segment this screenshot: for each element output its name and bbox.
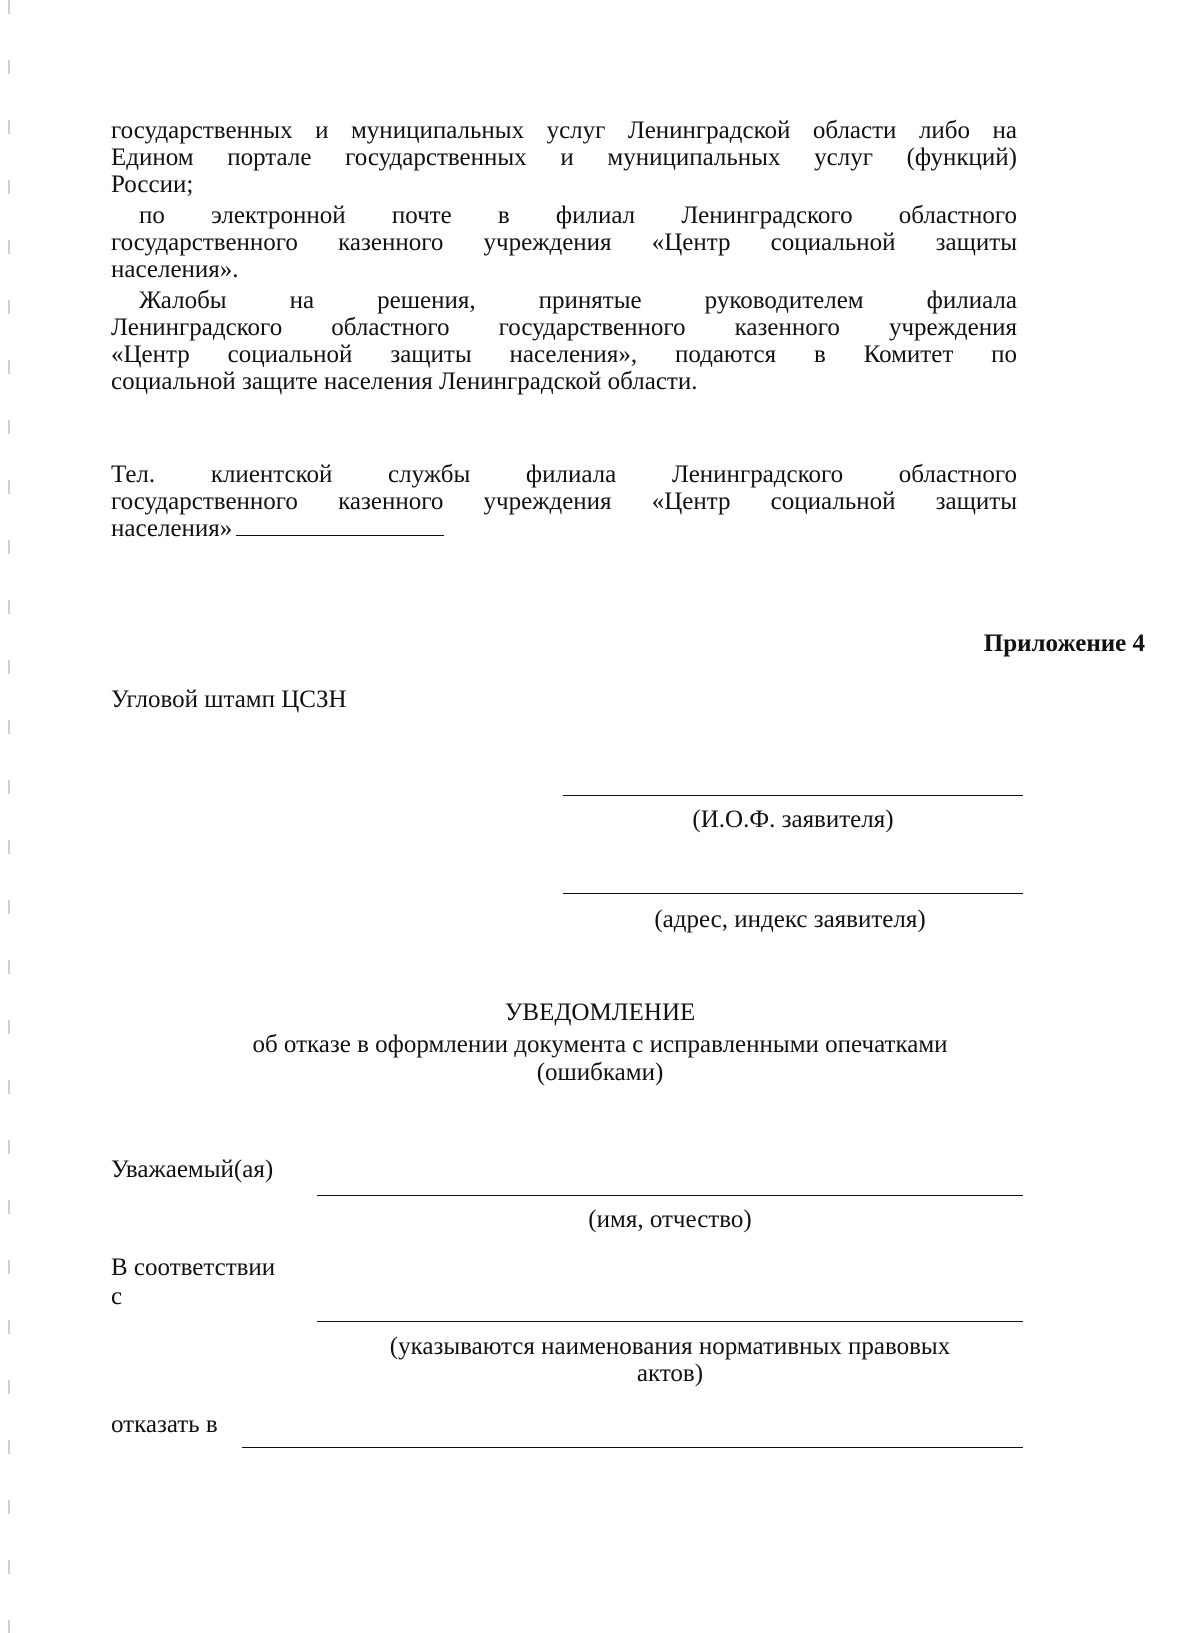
paragraph-3-line-1: Жалобы на решения, принятые руководителем филиала bbox=[139, 287, 1017, 314]
accordance-caption-line-2: актов) bbox=[636, 1360, 704, 1387]
paragraph-3-line-4: социальной защите населения Ленинградской области. bbox=[111, 368, 698, 395]
accordance-label-line-2: с bbox=[111, 1283, 123, 1310]
telephone-blank bbox=[236, 515, 444, 536]
applicant-name-line bbox=[563, 795, 1023, 796]
paragraph-2-line-2: государственного казенного учреждения «Центр социальной защиты bbox=[111, 229, 1017, 256]
telephone-line-3 bbox=[111, 515, 444, 542]
paragraph-3-line-3: «Центр социальной защиты населения», подаются в Комитет по bbox=[111, 341, 1017, 368]
applicant-name-caption: (И.О.Ф. заявителя) bbox=[692, 806, 894, 833]
notice-subtitle-line-2: (ошибками) bbox=[536, 1059, 664, 1086]
paragraph-2-line-1: по электронной почте в филиал Ленинградского областного bbox=[139, 202, 1017, 229]
paragraph-3-line-2: Ленинградского областного государственного казенного учреждения bbox=[111, 314, 1017, 341]
notice-title: УВЕДОМЛЕНИЕ bbox=[504, 999, 696, 1026]
telephone-line-1: Тел. клиентской службы филиала Ленинградского областного bbox=[111, 461, 1017, 488]
paragraph-1-line-1: государственных и муниципальных услуг Ленинградской области либо на bbox=[111, 117, 1017, 144]
salutation-line bbox=[317, 1195, 1023, 1196]
paragraph-1-line-3: России; bbox=[111, 171, 194, 198]
salutation-caption: (имя, отчество) bbox=[588, 1206, 752, 1233]
applicant-address-caption: (адрес, индекс заявителя) bbox=[654, 906, 926, 933]
scan-edge-artifact bbox=[8, 0, 10, 1633]
notice-subtitle-line-1: об отказе в оформлении документа с исправленными опечатками bbox=[252, 1031, 948, 1058]
paragraph-2-line-3: населения». bbox=[111, 256, 239, 283]
refuse-line bbox=[242, 1447, 1023, 1448]
telephone-line-3-text: населения» bbox=[111, 515, 233, 542]
accordance-caption-line-1: (указываются наименования нормативных правовых bbox=[389, 1333, 951, 1360]
appendix-label: Приложение 4 bbox=[983, 630, 1145, 657]
paragraph-1-line-2: Едином портале государственных и муниципальных услуг (функций) bbox=[111, 144, 1017, 171]
salutation-label: Уважаемый(ая) bbox=[111, 1156, 274, 1183]
corner-stamp-label: Угловой штамп ЦСЗН bbox=[111, 686, 347, 713]
accordance-line bbox=[317, 1321, 1023, 1322]
applicant-address-line bbox=[563, 893, 1023, 894]
telephone-line-2: государственного казенного учреждения «Центр социальной защиты bbox=[111, 488, 1017, 515]
refuse-label: отказать в bbox=[111, 1411, 218, 1438]
accordance-label-line-1: В соответствии bbox=[111, 1254, 276, 1281]
